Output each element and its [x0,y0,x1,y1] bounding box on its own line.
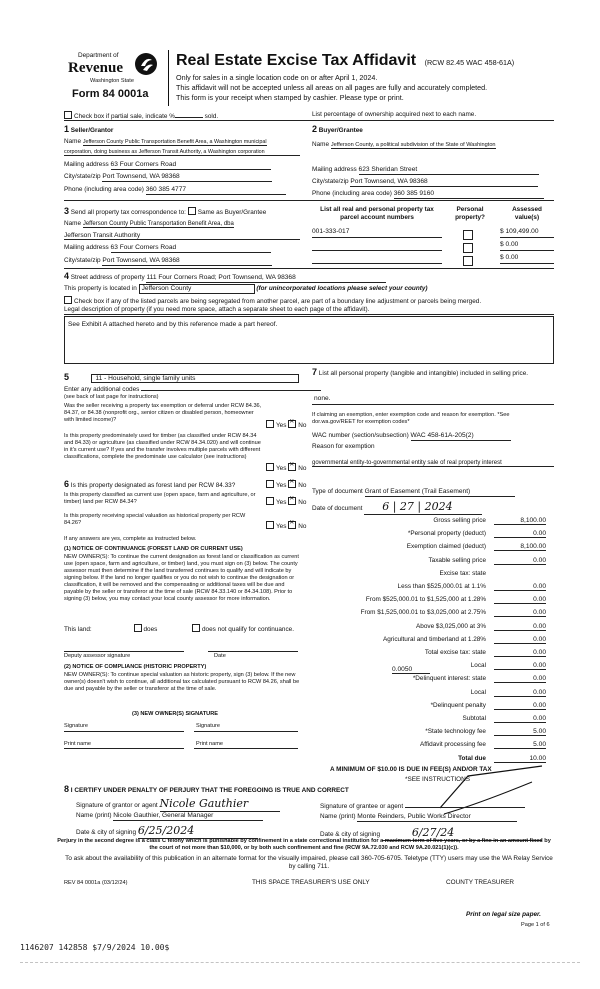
dor-logo-icon [134,52,158,76]
q-exempt: Was the seller receiving a property tax exemption or deferral under RCW 84.36, 84.37, or 84.38 (nonprofit org., senior citizen or disabled person, homeowner with limited income)? [64,403,262,423]
tax-row-value[interactable]: 0.00 [494,636,546,644]
legal-description-text: See Exhibit A attached hereto and by this reference made a part hereof. [68,321,278,328]
owner-print-label: Print name [64,741,92,747]
buyer-mail-label: Mailing address [312,166,357,173]
grantor-signature[interactable]: Nicole Gauthier [160,797,280,812]
corr-name-label: Name [64,220,82,227]
tax-row-label: Taxable selling price [428,557,486,564]
corr-mail-label: Mailing address [64,244,109,251]
form-title: Real Estate Excise Tax Affidavit [176,52,417,69]
notice2-title: (2) NOTICE OF COMPLIANCE (HISTORIC PROPERTY) [64,664,207,670]
current-yes-checkbox[interactable] [266,497,274,505]
tax-row-value[interactable]: 0.00 [494,675,546,683]
owner-sig-label-2: Signature [196,723,220,729]
treasurer-only: THIS SPACE TREASURER'S USE ONLY [252,879,370,886]
form-rcw: (RCW 82.45 WAC 458-61A) [424,58,515,67]
grantor-sig-label: Signature of grantor or agent [76,802,158,809]
seller-mail[interactable]: 63 Four Corners Road [111,161,271,170]
doc-type-value[interactable]: Grant of Easement (Trail Easement) [365,488,515,497]
historic-yes-checkbox[interactable] [266,521,274,529]
corr-city-label: City/state/zip [64,257,101,264]
additional-codes-label: Enter any additional codes [64,386,140,393]
buyer-num: 2 [312,124,318,134]
parcel-number-1[interactable]: 001-333-017 [312,228,442,238]
buyer-phone[interactable]: 360 385 9160 [394,190,544,199]
q-forest: Is this property designated as forest land per RCW 84.33? [70,482,236,489]
tax-row-label: Less than $525,000.01 at 1.1% [397,583,486,590]
sec4-num: 4 [64,271,70,281]
additional-codes-input[interactable] [141,384,321,391]
grantee-sig-label: Signature of grantee or agent [320,803,404,810]
grantee-name-label: Name (print) [320,813,356,820]
tax-row-value[interactable]: 0.00 [494,530,546,538]
tax-row-label: Excise tax: state [439,570,486,577]
parcel-value-2[interactable]: $ 0.00 [500,241,554,251]
tax-row-label: Agricultural and timberland at 1.28% [382,636,486,643]
forest-no-checkbox[interactable] [288,480,296,488]
current-yes-label: Yes [276,499,287,506]
grantor-date[interactable]: 6/25/2024 [138,824,258,839]
reason-label: Reason for exemption [312,443,375,450]
tax-row-label: From $525,000.01 to $1,525,000 at 1.28% [365,596,486,603]
see-instructions: *SEE INSTRUCTIONS [405,776,470,783]
personal-prop-value[interactable]: none. [314,395,331,402]
partial-label: Check box if partial sale, indicate % [74,113,175,120]
segregated-checkbox[interactable] [64,296,72,304]
dept-state: Washington State [90,78,134,84]
grantor-date-label: Date & city of signing [76,829,137,836]
timber-yes-label: Yes [276,465,287,472]
grantor-name[interactable]: Nicole Gauthier, General Manager [113,812,263,821]
tax-row-value[interactable]: 0.00 [494,715,546,723]
tax-row-value[interactable]: 0.00 [494,557,546,565]
segregated-label: Check box if any of the listed parcels are being segregated from another parcel, are part of a boundary line adjustment or parcels being merged. [74,298,482,305]
tax-row-value[interactable]: 0.00 [494,609,546,617]
corr-mail[interactable]: 63 Four Corners Road [111,244,271,253]
grantee-name[interactable]: Monte Reinders, Public Works Director [357,813,517,822]
tax-row-value[interactable]: 8,100.00 [494,517,546,525]
historic-yes-label: Yes [276,523,287,530]
timber-no-label: No [298,465,307,472]
legal-label: Legal description of property (if you need more space, attach a separate sheet to each page of the affidavit). [64,306,554,315]
notice2-body: NEW OWNER(S): To continue special valuation as historic property, sign (3) below. If the new owner(s) doesn't wish to continue, all additional tax calculated pursuant to RCW 84.26, shall be due and payable by the seller or transferor at the time of sale. [64,672,300,692]
tax-row-value[interactable]: 5.00 [494,741,546,749]
current-no-label: No [298,499,307,506]
personal-prop-label: List all personal property (tangible and intangible) included in selling price. [318,370,529,377]
exempt-no-label: No [298,422,307,429]
parcel-value-3[interactable]: $ 0.00 [500,254,554,264]
does-label: does [143,626,158,633]
buyer-name-label: Name [312,141,330,148]
legal-description[interactable] [64,316,554,364]
does-checkbox[interactable] [134,624,142,632]
seller-phone-label: Phone (including area code) [64,186,144,193]
parcel-value-1[interactable]: $ 109,499.00 [500,228,554,238]
street-address[interactable]: 111 Four Corners Road; Port Townsend, WA 98368 [146,274,386,283]
scan-noise [20,962,580,963]
seller-phone[interactable]: 360 385 4777 [146,186,286,195]
land-use-select[interactable]: 11 - Household, single family units [91,374,299,383]
parcel-number-3[interactable] [312,254,442,264]
tax-row-label: From $1,525,000.01 to $3,025,000 at 2.75% [360,609,486,616]
exempt-yes-checkbox[interactable] [266,420,274,428]
grantee-date-label: Date & city of signing [320,831,381,838]
tax-row-value[interactable]: 0.00 [494,702,546,710]
if-yes: If any answers are yes, complete as instructed below. [64,536,197,542]
tax-row-label: Total excise tax: state [424,649,486,656]
corr-name-2[interactable]: Jefferson Transit Authority [64,232,300,240]
doc-date-value[interactable]: 6 | 27 | 2024 [364,500,482,515]
new-owner-sig-title: (3) NEW OWNER(S) SIGNATURE [132,711,218,717]
tax-row-label: Gross selling price [433,517,486,524]
corr-num: 3 [64,206,70,216]
buyer-name[interactable]: Jefferson County, a political subdivision of the State of Washington [330,142,496,148]
partial-sale-checkbox[interactable] [64,111,72,119]
parcels-col2: Personal property? [455,206,485,221]
tax-row-label: Total due [458,755,486,762]
seller-name-label: Name [64,138,82,145]
buyer-city-label: City/state/zip [312,178,349,185]
wac-label: WAC number (section/subsection) [312,432,409,439]
county-treasurer: COUNTY TREASURER [446,879,514,886]
parcels-col1: List all real and personal property tax parcel account numbers [320,206,434,221]
owner-print-label-2: Print name [196,741,224,747]
tax-row-label: Local [470,662,486,669]
tax-row-value[interactable]: 0.00 [494,689,546,697]
tax-row-value[interactable]: 8,100.00 [494,543,546,551]
tax-row-label: *Delinquent penalty [430,702,486,709]
seller-name-2[interactable]: corporation, doing business as Jefferson Transit Authority, a Washington corporation [64,149,300,156]
tax-row-label: *Personal property (deduct) [407,530,486,537]
corr-city[interactable]: Port Townsend, WA 98368 [102,257,272,266]
alt-format: To ask about the availability of this publication in an alternate format for the visually impaired, please call 360-705-6705. Teletype (TTY) users may use the WA Relay Service by calling 711. [65,855,553,870]
notice1-body: NEW OWNER(S): To continue the current designation as forest land or classification as current use (open space, farm and agriculture, or timber) land, you must sign on (3) below. The county assessor must then determine if the land transferred continues to qualify and will indicate by signing below. If the land no longer qualifies or you do not wish to continue the designation or classification, it will be removed and the compensating or additional taxes will be due and payable by the seller or transferor at the time of sale (RCW 84.33.140 or 84.34.108). Prior to signing (3) below, you may contact your local county assessor for more information. [64,554,299,602]
exempt-yes-label: Yes [276,422,287,429]
sec7-num: 7 [312,367,318,377]
seller-heading: Seller/Grantor [70,127,114,134]
timber-yes-checkbox[interactable] [266,463,274,471]
tax-row-label: Exemption claimed (deduct) [406,543,486,550]
rev-number: REV 84 0001a (03/12/24) [64,880,128,886]
certify: I CERTIFY UNDER PENALTY OF PERJURY THAT THE FOREGOING IS TRUE AND CORRECT [70,787,349,794]
grantee-signature[interactable] [405,801,525,808]
tax-row-value[interactable]: 0.00 [494,596,546,604]
tax-row-value[interactable]: 0.00 [494,662,546,670]
sec8-num: 8 [64,784,70,794]
list-percentage: List percentage of ownership acquired next to each name. [312,111,477,118]
street-label: Street address of property [70,274,145,281]
corr-heading: Send all property tax correspondence to: [70,209,186,216]
sec6-num: 6 [64,479,70,489]
unincorporated-note: (for unincorporated locations please select your county) [256,285,428,292]
tax-row-label: *State technology fee [425,728,486,735]
same-as-buyer-label: Same as Buyer/Grantee [197,209,267,216]
deputy-sig-label: Deputy assessor signature [64,653,131,659]
reason-value[interactable]: governmental entity-to-governmental entity sale of real property interest [312,460,554,467]
current-no-checkbox[interactable] [288,497,296,505]
seller-city-label: City/state/zip [64,173,101,180]
form-number: Form 84 0001a [72,88,149,100]
tax-row-label: *Delinquent interest: state [412,675,486,682]
seller-name[interactable]: Jefferson County Public Transportation Benefit Area, a Washington municipal [82,139,267,145]
tax-row-value[interactable]: 10.00 [494,755,546,763]
local-rate: 0.0050 [392,666,430,674]
q-historic: Is this property receiving special valuation as historical property per RCW 84.26? [64,513,246,526]
receipt-stamp: 1146207 142858 $7/9/2024 10.00$ [20,943,170,952]
tax-row-value[interactable]: 0.00 [494,649,546,657]
doc-type-label: Type of document [312,488,363,495]
county-select[interactable]: Jefferson County [139,284,255,294]
exempt-no-checkbox[interactable] [288,420,296,428]
tax-row-label: Local [470,689,486,696]
exemption-label: If claiming an exemption, enter exemption code and reason for exemption. *See dor.wa.gov/REET for exemption codes* [312,412,510,425]
deputy-date-label: Date [214,653,226,659]
does-not-checkbox[interactable] [192,624,200,632]
notice1-title: (1) NOTICE OF CONTINUANCE (FOREST LAND OR CURRENT USE) [64,546,243,552]
seller-num: 1 [64,124,70,134]
buyer-city[interactable]: Port Townsend, WA 98368 [350,178,538,187]
buyer-mail[interactable]: 623 Sheridan Street [359,166,539,175]
parcel-number-2[interactable] [312,241,442,251]
header-line2: This affidavit will not be accepted unless all areas on all pages are fully and accurately completed. [176,83,488,92]
see-back: (see back of last page for instructions) [64,394,159,400]
sec5-num: 5 [64,372,70,382]
tax-row-value[interactable]: 0.00 [494,583,546,591]
minimum-due: A MINIMUM OF $10.00 IS DUE IN FEE(S) AND/OR TAX [330,766,492,773]
located-label: This property is located in [64,285,137,292]
same-as-buyer-checkbox[interactable] [188,207,196,215]
header-line3: This form is your receipt when stamped by cashier. Please type or print. [176,93,404,102]
grantee-date[interactable]: 6/27/24 [382,826,542,841]
dept-small: Department of [78,52,119,59]
timber-no-checkbox[interactable] [288,463,296,471]
tax-row-label: Above $3,025,000 at 3% [416,623,486,630]
tax-row-label: Subtotal [462,715,486,722]
parcels-col3: Assessed value(s) [512,206,542,221]
forest-yes-label: Yes [276,482,287,489]
partial-sold: sold. [204,113,219,120]
buyer-heading: Buyer/Grantee [318,127,363,134]
grantor-name-label: Name (print) [76,812,112,819]
forest-no-label: No [298,482,307,489]
seller-city[interactable]: Port Townsend, WA 98368 [102,173,272,182]
this-land: This land: [64,626,92,633]
does-not-label: does not qualify for continuance. [202,626,295,633]
tax-row-value[interactable]: 0.00 [494,623,546,631]
legal-size: Print on legal size paper. [466,911,541,918]
historic-no-checkbox[interactable] [288,521,296,529]
tax-row-value[interactable]: 5.00 [494,728,546,736]
doc-date-label: Date of document [312,505,363,512]
corr-name[interactable]: Jefferson County Public Transportation Benefit Area, dba [82,221,234,227]
historic-no-label: No [298,523,307,530]
q-timber: Is this property predominately used for timber (as classified under RCW 84.34 and 84.33) or agriculture (as classified under RCW 84.34.020) and will continue in it's current use? If yes and the transfer involves multiple parcels with different classifications, complete the predominate use calculator (see instructions) [64,433,261,460]
tax-row-label: Affidavit processing fee [420,741,486,748]
forest-yes-checkbox[interactable] [266,480,274,488]
wac-value[interactable]: WAC 458-61A-205(2) [411,432,511,441]
buyer-phone-label: Phone (including area code) [312,190,392,197]
page-number: Page 1 of 6 [521,922,550,928]
perjury-notice: Perjury in the second degree is a class C felony which is punishable by confinement in a state correctional institution for a maximum term of five years, or by a fine in an amount fixed by the court of not more than $10,000, or by both such confinement and fine (RCW 9A.72.030 and RCW 9A.20.021(1)(c)). [57,838,551,851]
header-line1: Only for sales in a single location code on or after April 1, 2024. [176,73,378,82]
q-current: Is this property classified as current use (open space, farm and agriculture, or timber) land per RCW 84.34? [64,492,256,505]
seller-mail-label: Mailing address [64,161,109,168]
owner-sig-label: Signature [64,723,88,729]
dept-big: Revenue [68,60,123,76]
